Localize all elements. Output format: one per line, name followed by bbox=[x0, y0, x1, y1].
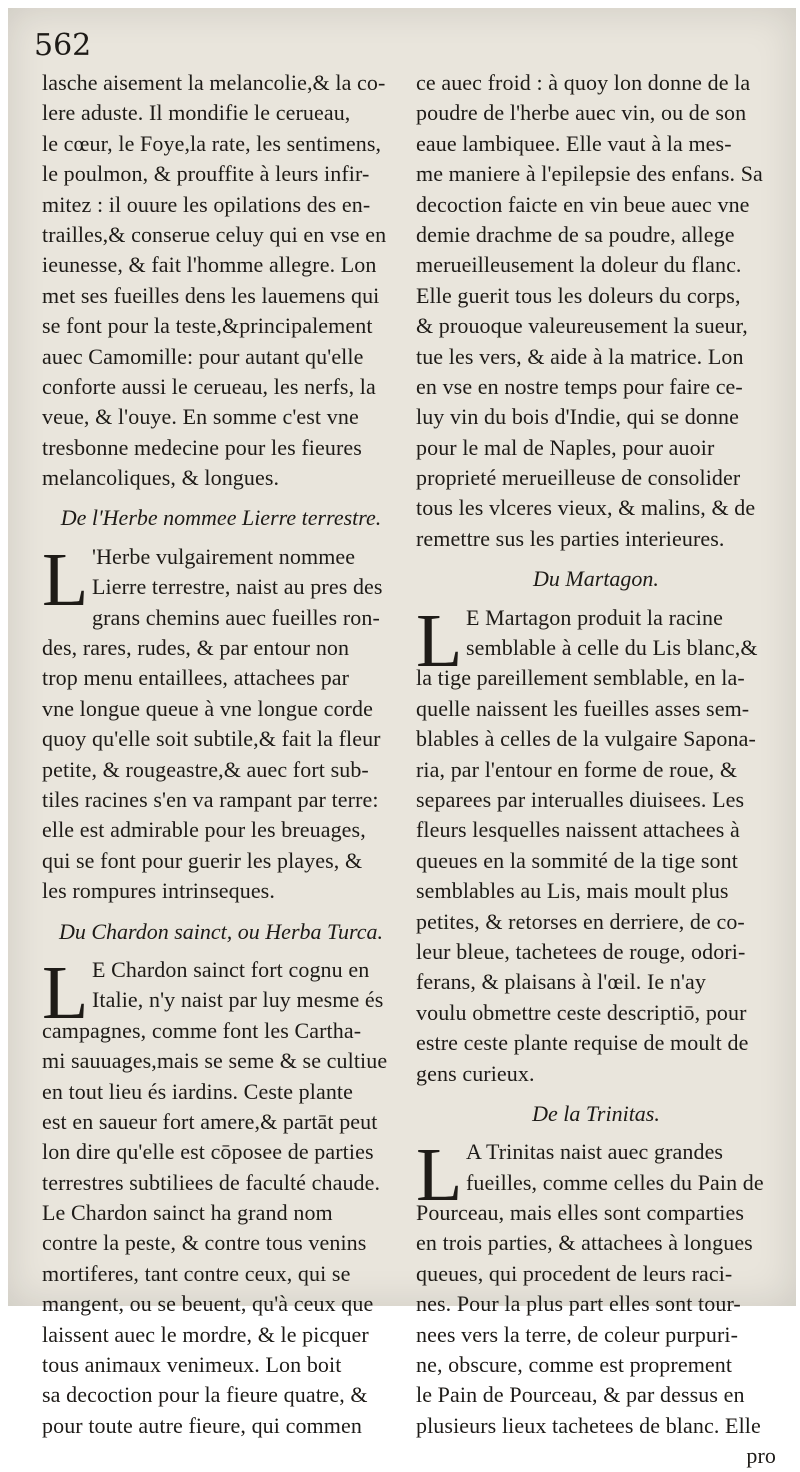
text-line: gens curieux. bbox=[416, 1060, 535, 1086]
section-heading-chardon: Du Chardon sainct, ou Herba Turca. bbox=[58, 918, 384, 944]
text-line: demie drachme de sa poudre, allege bbox=[416, 221, 735, 247]
section-heading-martagon: Du Martagon. bbox=[533, 566, 659, 592]
right-paragraph-2 bbox=[416, 598, 776, 1089]
text-line: contre la peste, & contre tous venins bbox=[42, 1230, 367, 1256]
text-line: ferans, & plaisans à l'œil. Ie n'ay bbox=[416, 969, 707, 995]
text-line: tous animaux venimeux. Lon boit bbox=[42, 1352, 342, 1378]
text-line: E Chardon sainct fort cognu en bbox=[92, 956, 370, 982]
text-line: pour toute autre fieure, qui commen bbox=[42, 1412, 362, 1438]
text-line: mitez : il ouure les opilations des en- bbox=[42, 191, 371, 217]
text-line: fueilles, comme celles du Pain de bbox=[466, 1169, 764, 1195]
text-line: queues en la sommité de la tige sont bbox=[416, 847, 738, 873]
text-line: des, rares, rudes, & par entour non bbox=[42, 635, 350, 661]
right-column bbox=[416, 68, 776, 1472]
text-line: Pourceau, mais elles sont comparties bbox=[416, 1200, 745, 1226]
text-line: lon dire qu'elle est cōposee de parties bbox=[42, 1139, 374, 1165]
text-line: fleurs lesquelles naissent attachees à bbox=[416, 817, 740, 843]
text-line: trailles,& conserue celuy qui en vse en bbox=[42, 221, 387, 247]
catchword: pro bbox=[746, 1443, 776, 1469]
left-paragraph-1 bbox=[42, 68, 400, 493]
text-line: trop menu entaillees, attachees par bbox=[42, 665, 350, 691]
text-line: me maniere à l'epilepsie des enfans. Sa bbox=[416, 161, 763, 187]
drop-cap: L bbox=[42, 537, 89, 622]
text-line: voulu obmettre ceste descriptiō, pour bbox=[416, 999, 747, 1025]
text-line: quelle naissent les fueilles asses sem- bbox=[416, 695, 750, 721]
text-line: tous les vlceres vieux, & malins, & de bbox=[416, 495, 756, 521]
text-line: luy vin du bois d'Indie, qui se donne bbox=[416, 404, 739, 430]
right-paragraph-3 bbox=[416, 1133, 776, 1471]
text-line: Lierre terrestre, naist au pres des bbox=[92, 574, 383, 600]
text-line: le poulmon, & prouffite à leurs infir- bbox=[42, 161, 370, 187]
text-line: ce auec froid : à quoy lon donne de la bbox=[416, 70, 751, 95]
text-line: leur bleue, tachetees de rouge, odori- bbox=[416, 938, 746, 964]
text-line: ria, par l'entour en forme de roue, & bbox=[416, 756, 738, 782]
text-line: queues, qui procedent de leurs raci- bbox=[416, 1260, 733, 1286]
text-line: blables à celles de la vulgaire Sapona- bbox=[416, 726, 756, 752]
text-line: decoction faicte en vin beue auec vne bbox=[416, 191, 750, 217]
text-line: semblable à celle du Lis blanc,& bbox=[466, 635, 758, 661]
book-page bbox=[8, 8, 796, 1469]
text-line: auec Camomille: pour autant qu'elle bbox=[42, 343, 364, 369]
text-line: & prouoque valeureusement la sueur, bbox=[416, 313, 748, 339]
left-paragraph-3 bbox=[42, 950, 400, 1441]
page-number: 562 bbox=[34, 28, 92, 63]
text-line: conforte aussi le cerueau, les nerfs, la bbox=[42, 373, 376, 399]
text-line: qui se font pour guerir les playes, & bbox=[42, 847, 363, 873]
text-line: mangent, ou se beuent, qu'à ceux que bbox=[42, 1291, 374, 1317]
text-line: le Pain de Pourceau, & par dessus en bbox=[416, 1382, 745, 1408]
text-line: elle est admirable pour les breuages, bbox=[42, 817, 366, 843]
text-line: semblables au Lis, mais moult plus bbox=[416, 878, 729, 904]
text-line: nes. Pour la plus part elles sont tour- bbox=[416, 1291, 741, 1317]
text-line: eaue lambiquee. Elle vaut à la mes- bbox=[416, 130, 732, 156]
text-line: poudre de l'herbe auec vin, ou de son bbox=[416, 100, 747, 126]
text-line: petites, & retorses en derriere, de co- bbox=[416, 908, 745, 934]
text-line: en vse en nostre temps pour faire ce- bbox=[416, 373, 743, 399]
text-line: vne longue queue à vne longue corde bbox=[42, 695, 373, 721]
text-line: A Trinitas naist auec grandes bbox=[466, 1139, 724, 1165]
text-line: E Martagon produit la racine bbox=[466, 604, 723, 630]
text-line: la tige pareillement semblable, en la- bbox=[416, 665, 745, 691]
text-line: mi sauuages,mais se seme & se cultiue bbox=[42, 1048, 388, 1074]
text-line: laissent auec le mordre, & le picquer bbox=[42, 1321, 369, 1347]
text-line: tiles racines s'en va rampant par terre: bbox=[42, 786, 379, 812]
left-paragraph-2 bbox=[42, 537, 400, 907]
text-line: Italie, n'y naist par luy mesme és bbox=[92, 987, 384, 1013]
text-line: se font pour la teste,&principalement bbox=[42, 313, 373, 339]
text-line: tue les vers, & aide à la matrice. Lon bbox=[416, 343, 744, 369]
text-line: ieunesse, & fait l'homme allegre. Lon bbox=[42, 252, 377, 278]
text-line: remettre sus les parties interieures. bbox=[416, 525, 725, 551]
text-line: proprieté merueilleuse de consolider bbox=[416, 465, 741, 491]
text-line: Le Chardon sainct ha grand nom bbox=[42, 1200, 333, 1226]
text-line: plusieurs lieux tachetees de blanc. Elle bbox=[416, 1412, 761, 1438]
text-line: merueilleusement la doleur du flanc. bbox=[416, 252, 742, 278]
text-line: mortiferes, tant contre ceux, qui se bbox=[42, 1260, 351, 1286]
text-line: campagnes, comme font les Cartha- bbox=[42, 1017, 362, 1043]
text-line: en trois parties, & attachees à longues bbox=[416, 1230, 753, 1256]
text-line: pour le mal de Naples, pour auoir bbox=[416, 434, 715, 460]
right-paragraph-1 bbox=[416, 68, 776, 554]
text-line: 'Herbe vulgairement nommee bbox=[92, 543, 356, 569]
text-line: les rompures intrinseques. bbox=[42, 878, 275, 904]
text-line: petite, & rougeastre,& auec fort sub- bbox=[42, 756, 369, 782]
left-column bbox=[42, 68, 400, 1441]
text-line: melancoliques, & longues. bbox=[42, 465, 280, 491]
drop-cap: L bbox=[416, 598, 463, 683]
text-line: lere aduste. Il mondifie le cerueau, bbox=[42, 100, 351, 126]
text-line: terrestres subtiliees de faculté chaude. bbox=[42, 1169, 381, 1195]
text-line: le cœur, le Foye,la rate, les sentimens, bbox=[42, 130, 382, 156]
text-line: est en saueur fort amere,& partāt peut bbox=[42, 1108, 378, 1134]
text-line: grans chemins auec fueilles ron- bbox=[92, 604, 380, 630]
text-line: separees par interualles diuisees. Les bbox=[416, 786, 745, 812]
text-line: en tout lieu és iardins. Ceste plante bbox=[42, 1078, 354, 1104]
text-line: nees vers la terre, de coleur purpuri- bbox=[416, 1321, 739, 1347]
text-line: veue, & l'ouye. En somme c'est vne bbox=[42, 404, 359, 430]
text-line: sa decoction pour la fieure quatre, & bbox=[42, 1382, 368, 1408]
drop-cap: L bbox=[416, 1133, 463, 1218]
text-line: lasche aisement la melancolie,& la co- bbox=[42, 70, 386, 95]
text-line: Elle guerit tous les doleurs du corps, bbox=[416, 282, 741, 308]
drop-cap: L bbox=[42, 950, 89, 1035]
text-line: estre ceste plante requise de moult de bbox=[416, 1030, 749, 1056]
section-heading-trinitas: De la Trinitas. bbox=[532, 1100, 660, 1126]
section-heading-lierre: De l'Herbe nommee Lierre terrestre. bbox=[60, 505, 382, 531]
text-line: tresbonne medecine pour les fieures bbox=[42, 434, 362, 460]
text-line: met ses fueilles dens les lauemens qui bbox=[42, 282, 380, 308]
text-line: ne, obscure, comme est proprement bbox=[416, 1352, 733, 1378]
text-line: quoy qu'elle soit subtile,& fait la fleur bbox=[42, 726, 381, 752]
